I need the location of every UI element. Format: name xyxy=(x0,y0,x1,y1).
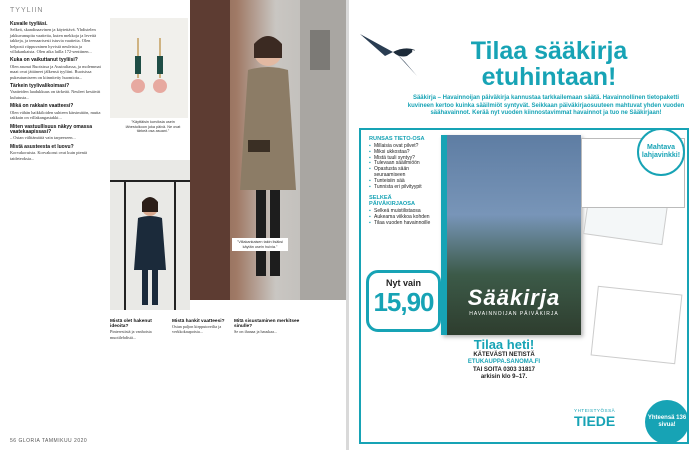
article-heading: Mitä sisustaminen merkitsee sinulle? xyxy=(234,319,300,330)
article-column xyxy=(10,18,104,162)
article-body: Olen asunut Ruotsissa ja Australiassa, ja molemmat maat ovat jättäneet jälkensä tyyliini. Ruotsissa pukeutumiseen on kiinnitetty huomiota... xyxy=(10,63,101,80)
list-item: ▪ Opastusta sään seuraamiseen xyxy=(369,167,439,179)
article-heading: Miten vastuullisuus näkyy omassa vaatekaapissasi? xyxy=(10,123,92,135)
bottom-column-3 xyxy=(234,316,304,335)
article-body: Pinterestistä ja vanhoista muotilehdistä... xyxy=(110,329,152,340)
partner-brand: TIEDE xyxy=(574,413,616,429)
partner-label: YHTEISTYÖSSÄ xyxy=(574,408,616,413)
price-label: Nyt vain xyxy=(385,278,421,288)
article-body: Ostan paljon kirpputoreilta ja verkkokaupoista... xyxy=(172,324,222,335)
article-heading: Mikä on rakkain vaatteesi? xyxy=(10,103,74,110)
article-body: Olen vähän haikkiloiden suhteen kärsimätön, mutta rakkain on villakangastakki... xyxy=(10,109,101,121)
bottom-column-1 xyxy=(110,316,166,340)
list-item: ▪ Miksi ukkostaa? xyxy=(369,150,439,156)
woman-seated-icon xyxy=(110,160,190,310)
book-title: Sääkirja xyxy=(467,285,561,310)
factbox-title: RUNSAS TIETO-OSA xyxy=(369,136,425,142)
list-item: ▪ Tunnista eri pilvityypit xyxy=(369,185,439,191)
article-heading: Kuka on vaikuttanut tyyliisi? xyxy=(10,57,78,64)
right-page xyxy=(349,0,696,450)
list-item: ▪ Tilaa vuoden havainnoille xyxy=(369,221,439,227)
bottom-column-2 xyxy=(172,316,228,335)
factbox-list xyxy=(369,144,439,190)
diary-title: SELKEÄ PÄIVÄKIRJAOSA xyxy=(369,195,416,208)
price-badge xyxy=(366,270,441,332)
street-portrait-photo xyxy=(190,0,346,300)
earrings-icon xyxy=(110,18,188,118)
indoor-portrait-photo xyxy=(110,160,190,310)
gift-badge xyxy=(637,128,685,176)
headline-line-2: etuhintaan! xyxy=(481,63,617,91)
book-cover xyxy=(441,135,581,335)
list-item: ▪ Tunteisiin sää xyxy=(369,179,439,185)
order-url[interactable]: ETUKAUPPA.SANOMA.FI xyxy=(467,359,541,366)
article-body: Se on ihanaa ja hauskaa... xyxy=(234,329,278,335)
list-item: ▪ Aukeama viikkoa kohden xyxy=(369,215,439,221)
book-subtitle: HAVAINNOIJAN PÄIVÄKIRJA xyxy=(469,311,559,317)
list-item: ▪ Tulevaan sääilmiöön xyxy=(369,161,439,167)
article-body: Vaatteiden laadukkuus on tärkeää. Neuleet kestävät kulutusta... xyxy=(10,89,101,100)
order-box xyxy=(444,337,564,382)
left-page xyxy=(0,0,346,450)
article-heading: Mistä hankit vaatteesi? xyxy=(172,319,225,324)
earrings-photo xyxy=(110,18,188,118)
article-body: – Ostan välttämättä vain tarpeeseen... xyxy=(10,135,76,141)
section-tag: TYYLIIN xyxy=(10,7,44,14)
caption-bottom: "Villakankaisen takin lisäksi käytän usein huivia." xyxy=(232,238,288,251)
article-body: Selkeä, skandinaavinen ja käytettävä. Yhdistelen jakkuvanupita vaatteita, kuten mekkoja ja leveitä takkeja, ja teenaarisesti istuvia vaatteita. Olen helposti riippuvainen hyvistä neuleista ja villakankaista. Olen aika lailla 172-senttinen... xyxy=(10,27,97,55)
diary-list xyxy=(369,209,439,226)
price-value: 15,90 xyxy=(373,287,434,317)
pages-label: Yhteensä 136 sivua! xyxy=(647,415,687,428)
partner-block xyxy=(574,408,644,429)
woman-figure-icon xyxy=(190,0,346,300)
order-line: KÄTEVÄSTI NETISTÄ xyxy=(473,352,535,358)
list-item: ▪ Mistä tuuli syntyy? xyxy=(369,156,439,162)
caption-top: "Käyttäisin korviksia usein lähestulkoon joka päivä. Ne ovat tärkeä osa asuani." xyxy=(122,118,184,136)
pages-badge xyxy=(645,400,689,444)
article-heading: Tärkein tyylivalikoimasi? xyxy=(10,83,70,90)
factbox xyxy=(369,136,439,227)
order-title: Tilaa heti! xyxy=(473,337,535,352)
list-item: ▪ Selkeä muistilistaosa xyxy=(369,209,439,215)
article-heading: Kuvaile tyyliäsi. xyxy=(10,21,48,27)
order-hours: arkisin klo 9–17. xyxy=(480,374,528,381)
intro-text: Sääkirja – Havainnoijan päiväkirja kannustaa tarkkailemaan säätä. Havainnollinen tietopaketti kuvineen kertoo kuinka sääilmiöt syntyvät. Seikkaan päiväkirjaosuuteen mahtuvat yhden vuoden säähavainnot. Kerää nyt vuoden kiinnostavimmat havainnot ja tuo ne Sääkirjaan! xyxy=(407,95,685,117)
article-heading: Mistä olet hakenut ideoita? xyxy=(110,319,152,330)
list-item: ▪ Millaisia ovat pilvet? xyxy=(369,144,439,150)
order-phone: TAI SOITA 0303 31817 xyxy=(473,366,535,373)
book-spread-bottom xyxy=(591,286,683,365)
article-body: Korvakoruista. Korvakorut ovat kuin pieniä taideteoksia... xyxy=(10,150,87,161)
page-footer: 56 GLORIA TAMMIKUU 2020 xyxy=(10,438,88,444)
headline xyxy=(409,38,689,90)
article-heading: Mistä asusteesta et luovu? xyxy=(10,143,74,150)
gift-label: Mahtava lahjavinkki! xyxy=(641,144,681,159)
headline-line-1: Tilaa sääkirja xyxy=(470,37,628,65)
